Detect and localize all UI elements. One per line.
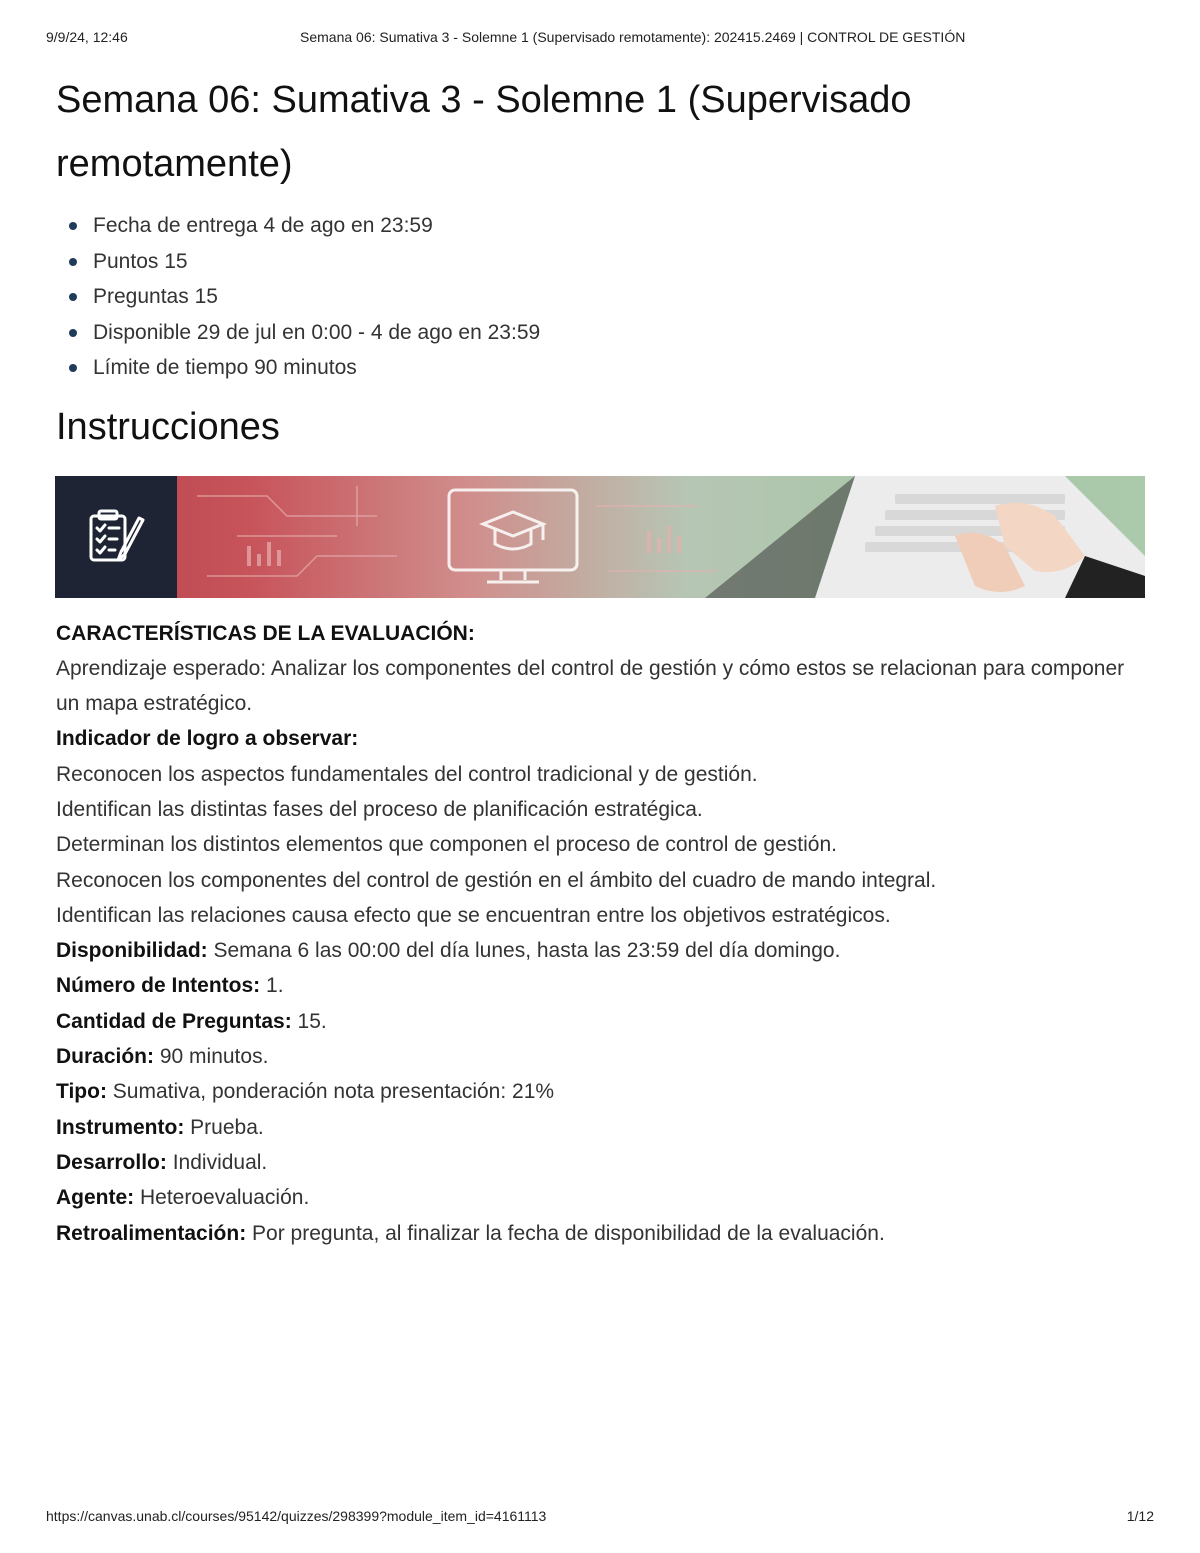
field-label: Instrumento: <box>56 1115 185 1139</box>
monitor-graduation-icon <box>443 484 583 590</box>
page-content <box>56 68 1146 1251</box>
expected-learning: Aprendizaje esperado: Analizar los componentes del control de gestión y cómo estos se relacionan para componer un mapa estratégico. <box>56 656 1125 716</box>
detail-available: Disponible 29 de jul en 0:00 - 4 de ago en 23:59 <box>93 315 1146 351</box>
field-development <box>56 1145 1146 1180</box>
field-label: Duración: <box>56 1045 155 1069</box>
banner-icon-block <box>55 476 177 598</box>
indicator-item: Determinan los distintos elementos que componen el proceso de control de gestión. <box>56 833 837 857</box>
instructions-heading: Instrucciones <box>56 405 280 448</box>
detail-questions: Preguntas 15 <box>93 279 1146 315</box>
field-label: Desarrollo: <box>56 1150 167 1174</box>
field-feedback <box>56 1216 1146 1251</box>
field-value: Por pregunta, al finalizar la fecha de disponibilidad de la evaluación. <box>246 1221 885 1245</box>
field-value: 15. <box>291 1009 327 1033</box>
quiz-details-list <box>56 208 1146 386</box>
laptop-typing-illustration <box>705 476 1145 598</box>
field-label: Agente: <box>56 1186 135 1210</box>
print-footer <box>46 1508 1154 1528</box>
field-availability <box>56 933 1146 968</box>
instructions-banner <box>55 476 1145 598</box>
detail-points: Puntos 15 <box>93 244 1146 280</box>
page-number: 1/12 <box>1126 1508 1154 1524</box>
indicator-item: Reconocen los componentes del control de gestión en el ámbito del cuadro de mando integral. <box>56 868 937 892</box>
indicator-item: Identifican las relaciones causa efecto que se encuentran entre los objetivos estratégicos. <box>56 903 891 927</box>
field-value: Heteroevaluación. <box>134 1186 310 1210</box>
field-label: Cantidad de Preguntas: <box>56 1009 292 1033</box>
characteristics-heading: CARACTERÍSTICAS DE LA EVALUACIÓN: <box>56 621 475 645</box>
field-attempts <box>56 968 1146 1003</box>
field-label: Número de Intentos: <box>56 974 261 998</box>
print-date: 9/9/24, 12:46 <box>46 29 128 45</box>
quiz-title: Semana 06: Sumativa 3 - Solemne 1 (Supervisado remotamente) <box>56 79 912 185</box>
field-question-count <box>56 1004 1146 1039</box>
indicator-item: Reconocen los aspectos fundamentales del control tradicional y de gestión. <box>56 762 758 786</box>
field-agent <box>56 1180 1146 1215</box>
field-value: Semana 6 las 00:00 del día lunes, hasta las 23:59 del día domingo. <box>207 939 841 963</box>
field-value: Prueba. <box>184 1115 264 1139</box>
detail-due-date: Fecha de entrega 4 de ago en 23:59 <box>93 208 1146 244</box>
detail-time-limit: Límite de tiempo 90 minutos <box>93 350 1146 386</box>
indicator-heading: Indicador de logro a observar: <box>56 727 359 751</box>
print-url: https://canvas.unab.cl/courses/95142/quizzes/298399?module_item_id=4161113 <box>46 1508 547 1524</box>
evaluation-characteristics <box>56 616 1146 1251</box>
field-value: 1. <box>260 974 284 998</box>
print-document-title: Semana 06: Sumativa 3 - Solemne 1 (Supervisado remotamente): 202415.2469 | CONTROL DE GESTIÓN <box>300 29 966 45</box>
field-duration <box>56 1039 1146 1074</box>
checklist-pencil-icon <box>85 508 145 566</box>
print-header <box>46 29 1154 49</box>
field-label: Tipo: <box>56 1080 107 1104</box>
field-label: Disponibilidad: <box>56 939 208 963</box>
field-instrument <box>56 1110 1146 1145</box>
indicator-item: Identifican las distintas fases del proceso de planificación estratégica. <box>56 797 703 821</box>
field-type <box>56 1074 1146 1109</box>
field-value: Individual. <box>166 1150 268 1174</box>
field-value: Sumativa, ponderación nota presentación: 21% <box>106 1080 555 1104</box>
field-label: Retroalimentación: <box>56 1221 247 1245</box>
field-value: 90 minutos. <box>154 1045 269 1069</box>
